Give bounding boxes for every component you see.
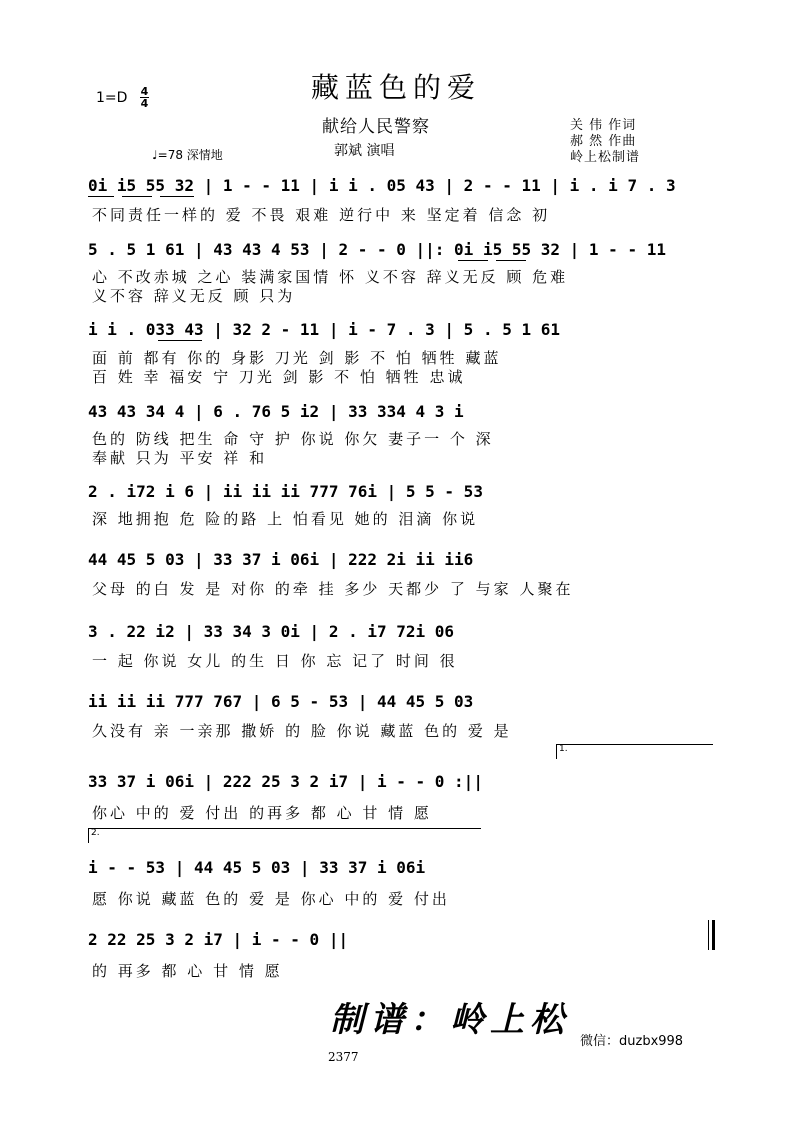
arranger-credit: 岭上松制谱 bbox=[570, 150, 641, 165]
lyric-line: 义不容 辞义无反 顾 只为 bbox=[92, 287, 296, 305]
notation-line: 2 . i72 i 6 | ii ii ii 777 76i | 5 5 - 53 bbox=[88, 482, 483, 501]
lyric-line: 深 地拥抱 危 险的路 上 怕看见 她的 泪滴 你说 bbox=[92, 510, 479, 528]
composer-credit: 郝 然 作曲 bbox=[570, 134, 637, 149]
first-ending-label: 1. bbox=[559, 744, 568, 754]
second-ending-label: 2. bbox=[91, 828, 100, 838]
lyric-line: 百 姓 幸 福安 宁 刀光 剑 影 不 怕 牺牲 忠诚 bbox=[92, 368, 466, 386]
notation-line: 0i i5 55 32 | 1 - - 11 | i i . 05 43 | 2 - - 11 | i . i 7 . 3 bbox=[88, 176, 676, 195]
notation-line: 43 43 34 4 | 6 . 76 5 i2 | 33 334 4 3 i bbox=[88, 402, 464, 421]
lyric-line: 父母 的白 发 是 对你 的牵 挂 多少 天都少 了 与家 人聚在 bbox=[92, 580, 574, 598]
notation-line: 2 22 25 3 2 i7 | i - - 0 || bbox=[88, 930, 349, 949]
dedication-subtitle: 献给人民警察 bbox=[322, 117, 430, 137]
lyric-line: 不同责任一样的 爱 不畏 艰难 逆行中 来 坚定着 信念 初 bbox=[92, 206, 551, 224]
lyricist-credit: 关 伟 作词 bbox=[570, 118, 637, 133]
notation-line: 44 45 5 03 | 33 37 i 06i | 222 2i ii ii6 bbox=[88, 550, 474, 569]
singer-credit: 郭斌 演唱 bbox=[334, 143, 395, 159]
lyric-line: 你心 中的 爱 付出 的再多 都 心 甘 情 愿 bbox=[92, 804, 432, 822]
first-ending-bracket bbox=[556, 744, 713, 759]
lyric-line: 久没有 亲 一亲那 撒娇 的 脸 你说 藏蓝 色的 爱 是 bbox=[92, 722, 512, 740]
notation-line: 3 . 22 i2 | 33 34 3 0i | 2 . i7 72i 06 bbox=[88, 622, 455, 641]
lyric-line: 奉献 只为 平安 祥 和 bbox=[92, 449, 268, 467]
key-signature: 1=D bbox=[96, 90, 128, 106]
time-signature bbox=[140, 86, 149, 109]
notation-line: ii ii ii 777 767 | 6 5 - 53 | 44 45 5 03 bbox=[88, 692, 474, 711]
notation-line: 5 . 5 1 61 | 43 43 4 53 | 2 - - 0 ||: 0i i5 55 32 | 1 - - 11 bbox=[88, 240, 666, 259]
notation-line: i i . 033 43 | 32 2 - 11 | i - 7 . 3 | 5 . 5 1 61 bbox=[88, 320, 561, 339]
lyric-line: 的 再多 都 心 甘 情 愿 bbox=[92, 962, 283, 980]
meter-top: 4 bbox=[140, 85, 149, 98]
lyric-line: 心 不改赤城 之心 装满家国情 怀 义不容 辞义无反 顾 危难 bbox=[92, 268, 569, 286]
notation-line: i - - 53 | 44 45 5 03 | 33 37 i 06i bbox=[88, 858, 426, 877]
song-title: 藏蓝色的爱 bbox=[310, 71, 481, 104]
meter-bottom: 4 bbox=[140, 97, 149, 110]
lyric-line: 面 前 都有 你的 身影 刀光 剑 影 不 怕 牺牲 藏蓝 bbox=[92, 349, 502, 367]
wechat-contact: 微信：duzbx998 bbox=[580, 1034, 684, 1049]
lyric-line: 一 起 你说 女儿 的生 日 你 忘 记了 时间 很 bbox=[92, 652, 458, 670]
notation-line: 33 37 i 06i | 222 25 3 2 i7 | i - - 0 :|| bbox=[88, 772, 483, 791]
lyric-line: 色的 防线 把生 命 守 护 你说 你欠 妻子一 个 深 bbox=[92, 430, 494, 448]
second-ending-bracket bbox=[88, 828, 481, 843]
page-number: 2377 bbox=[328, 1050, 359, 1064]
arranger-signature: 制谱：岭上松 bbox=[330, 1000, 570, 1040]
lyric-line: 愿 你说 藏蓝 色的 爱 是 你心 中的 爱 付出 bbox=[92, 890, 450, 908]
tempo-marking: ♩=78 深情地 bbox=[152, 148, 223, 162]
